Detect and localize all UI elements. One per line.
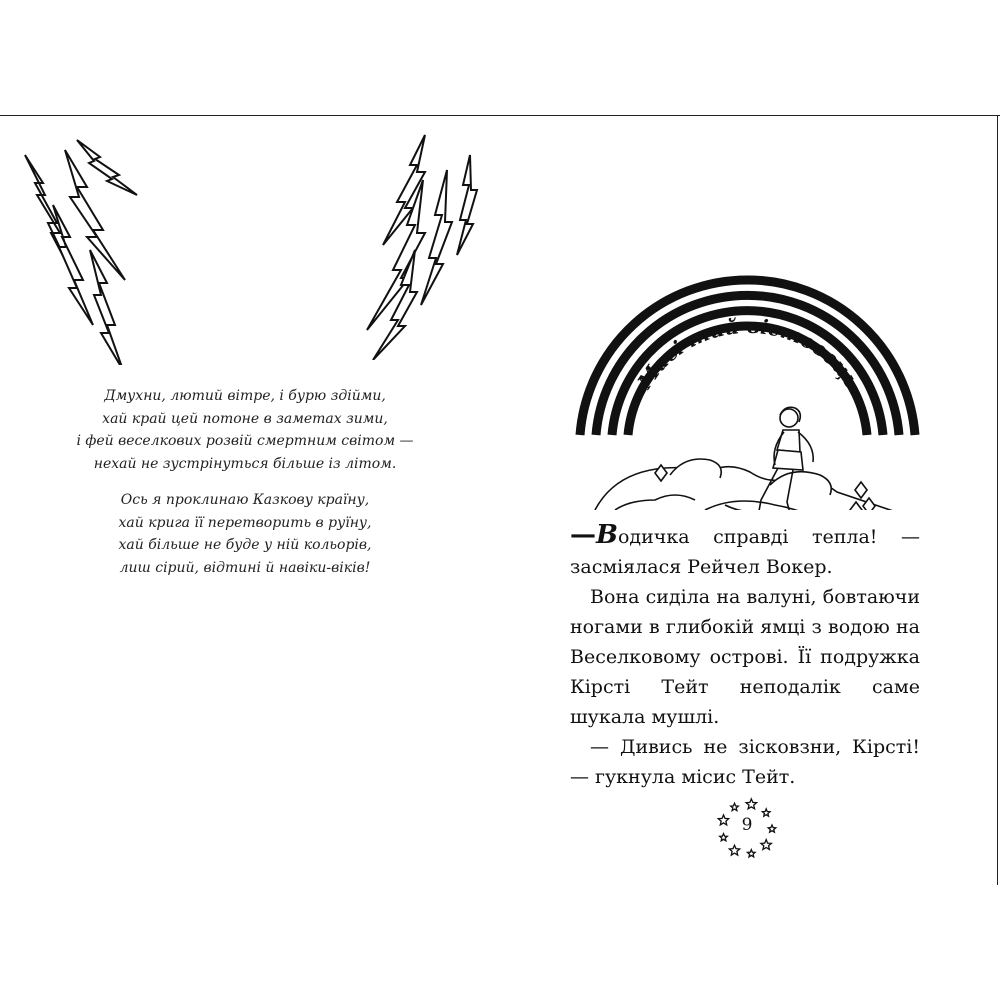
- right-page: [530, 115, 1000, 885]
- star-icon: [731, 803, 739, 810]
- poem-stanza-2: [40, 489, 450, 579]
- page-number: 9: [741, 815, 753, 835]
- chapter-title: Магічний вістовець: [632, 313, 865, 394]
- chapter-header-illustration: [575, 210, 920, 510]
- poem-line: і фей веселкових розвій смертним світом —: [76, 433, 414, 449]
- page-number-ornament: [715, 797, 779, 861]
- poem-line: хай край цей потоне в заметах зими,: [102, 410, 388, 427]
- girl-on-rocks-illustration: [595, 407, 905, 510]
- star-icon: [729, 845, 739, 855]
- star-icon: [761, 840, 772, 850]
- poem-line: хай більше не буде у ній кольорів,: [118, 537, 372, 553]
- svg-text:Магічний вістовець: [632, 314, 865, 394]
- dropcap-dash: —: [570, 520, 596, 550]
- poem-line: хай крига її перетворить в руїну,: [118, 514, 372, 531]
- poem-line: лиш сірий, відтині й навіки-віків!: [119, 559, 371, 576]
- curse-poem: [40, 385, 450, 593]
- paragraph-1: [570, 520, 920, 582]
- lightning-bolts-left-illustration: [15, 125, 145, 365]
- lightning-bolts-right-illustration: [355, 130, 495, 360]
- dropcap-letter: В: [596, 520, 618, 550]
- poem-line: Дмухни, лютий вітре, і бурю здійми,: [104, 388, 386, 404]
- left-page: [0, 115, 500, 885]
- star-icon: [746, 799, 757, 809]
- rainbow-icon: [580, 280, 915, 435]
- paragraph-text: одичка справді тепла! — засміялася Рейчел Вокер.: [570, 526, 920, 578]
- poem-stanza-1: [40, 385, 450, 475]
- poem-line: Ось я проклинаю Казкову країну,: [120, 492, 370, 508]
- paragraph-2: Вона сиділа на валуні, бовтаючи ногами в глибокій ямці з водою на Веселковому острові. Її подружка Кірсті Тейт неподалік саме шукала мушлі.: [570, 586, 920, 728]
- paragraph-3: — Дивись не зісковзни, Кірсті! — гукнула місис Тейт.: [570, 736, 920, 788]
- poem-line: нехай не зустрінуться більше із літом.: [93, 455, 397, 472]
- star-icon: [748, 850, 756, 857]
- chapter-body-text: [570, 520, 920, 792]
